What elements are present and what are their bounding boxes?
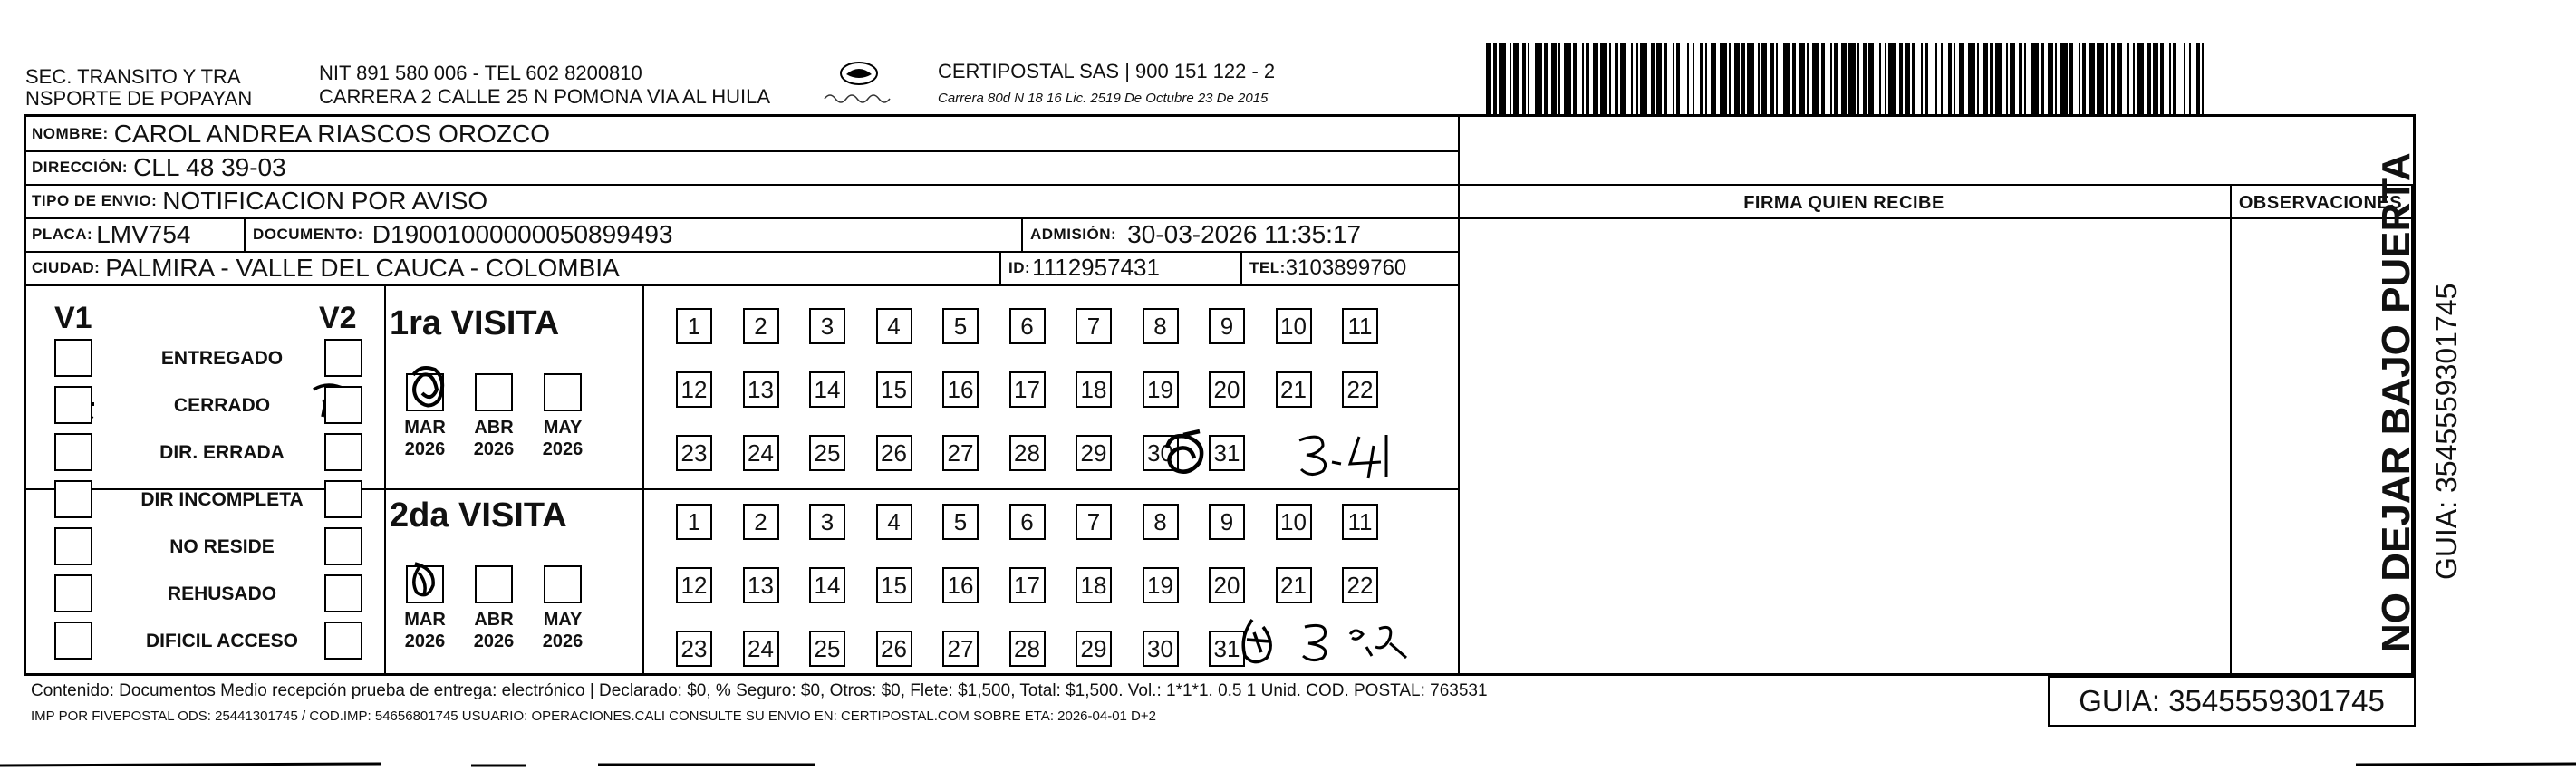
tel-value: 3103899760: [1285, 255, 1407, 280]
ciudad-cell: [26, 251, 1010, 284]
v1-checkbox[interactable]: [54, 433, 92, 471]
day-box[interactable]: 13: [743, 567, 779, 603]
v1-label: V1: [54, 301, 92, 335]
admision-cell: [1025, 217, 1465, 251]
side-guia: GUIA: 3545559301745: [2430, 283, 2463, 580]
day-box[interactable]: 6: [1009, 308, 1046, 344]
day-box[interactable]: 21: [1276, 567, 1312, 603]
documento-value: D19001000000050899493: [371, 219, 673, 248]
firma-area[interactable]: [1460, 219, 2228, 672]
day-box[interactable]: 3: [809, 504, 845, 540]
courier-logo-icon: [839, 60, 879, 87]
day-box[interactable]: 9: [1209, 504, 1245, 540]
placa-value: LMV754: [96, 219, 191, 248]
sender-address: CARRERA 2 CALLE 25 N POMONA VIA AL HUILA: [319, 85, 771, 108]
day-box[interactable]: 28: [1009, 435, 1046, 471]
day-box[interactable]: 29: [1076, 631, 1112, 667]
placa-cell: [26, 217, 258, 251]
v1-checkbox[interactable]: [54, 622, 92, 660]
month-label: MAR 2026: [404, 610, 446, 651]
v2-checkbox[interactable]: [324, 480, 362, 518]
month-checkbox[interactable]: [475, 565, 513, 603]
v2-checkbox[interactable]: [324, 622, 362, 660]
day-box[interactable]: 4: [876, 308, 912, 344]
nombre-label: NOMBRE:: [32, 124, 109, 142]
day-box[interactable]: 3: [809, 308, 845, 344]
reason-label: DIFICIL ACCESO: [145, 631, 298, 651]
day-box[interactable]: 25: [809, 435, 845, 471]
day-box[interactable]: 6: [1009, 504, 1046, 540]
placa-label: PLACA:: [32, 225, 93, 243]
day-box[interactable]: 24: [743, 435, 779, 471]
day-box[interactable]: 24: [743, 631, 779, 667]
day-box[interactable]: 15: [876, 371, 912, 408]
day-box[interactable]: 2: [743, 308, 779, 344]
day-box[interactable]: 2: [743, 504, 779, 540]
observaciones-header: OBSERVACIONES: [2238, 193, 2403, 213]
ciudad-label: CIUDAD:: [32, 258, 101, 276]
nombre-row: [26, 117, 1454, 150]
day-box[interactable]: 10: [1276, 504, 1312, 540]
day-box[interactable]: 19: [1143, 567, 1179, 603]
day-box[interactable]: 12: [676, 371, 712, 408]
tipo-envio-row: [26, 184, 1454, 217]
courier-logo-wordmark-icon: [823, 91, 895, 103]
month-label: MAY 2026: [542, 418, 584, 459]
day-box[interactable]: 15: [876, 567, 912, 603]
day-box[interactable]: 31: [1209, 435, 1245, 471]
reason-label: NO RESIDE: [169, 536, 275, 557]
tel-label: TEL:: [1249, 258, 1286, 276]
barcode: [1486, 43, 2206, 114]
month-label: MAY 2026: [542, 610, 584, 651]
day-box[interactable]: 4: [876, 504, 912, 540]
day-box[interactable]: 26: [876, 435, 912, 471]
v1-checkbox[interactable]: [54, 480, 92, 518]
nombre-value: CAROL ANDREA RIASCOS OROZCO: [113, 119, 550, 148]
day-box[interactable]: 22: [1342, 371, 1378, 408]
second-visit-title: 2da VISITA: [390, 496, 567, 535]
courier-address: Carrera 80d N 18 16 Lic. 2519 De Octubre 23 De 2015: [938, 91, 1269, 106]
admision-label: ADMISIÓN:: [1030, 225, 1117, 243]
admision-value: 30-03-2026 11:35:17: [1127, 219, 1362, 248]
day-box[interactable]: 21: [1276, 371, 1312, 408]
day-box[interactable]: 10: [1276, 308, 1312, 344]
day-box[interactable]: 5: [942, 308, 979, 344]
v1-checkbox[interactable]: [54, 386, 92, 424]
day-box[interactable]: 12: [676, 567, 712, 603]
documento-cell: [247, 217, 1032, 251]
month-checkbox[interactable]: [406, 373, 444, 411]
tipo-envio-label: TIPO DE ENVIO:: [32, 191, 158, 209]
month-label: ABR 2026: [473, 610, 515, 651]
day-box[interactable]: 11: [1342, 308, 1378, 344]
day-box[interactable]: 27: [942, 435, 979, 471]
direccion-label: DIRECCIÓN:: [32, 158, 129, 176]
documento-label: DOCUMENTO:: [253, 225, 363, 243]
day-box[interactable]: 27: [942, 631, 979, 667]
v2-checkbox[interactable]: [324, 527, 362, 565]
day-box[interactable]: 16: [942, 371, 979, 408]
v1-checkbox[interactable]: [54, 339, 92, 377]
month-checkbox[interactable]: [406, 565, 444, 603]
day-box[interactable]: 23: [676, 631, 712, 667]
tel-cell: [1244, 251, 1463, 284]
day-box[interactable]: 1: [676, 308, 712, 344]
day-box[interactable]: 14: [809, 371, 845, 408]
day-box[interactable]: 8: [1143, 308, 1179, 344]
firma-header: FIRMA QUIEN RECIBE: [1743, 193, 1944, 213]
direccion-row: [26, 150, 1454, 184]
day-box[interactable]: 19: [1143, 371, 1179, 408]
id-label: ID:: [1008, 258, 1031, 276]
day-box[interactable]: 7: [1076, 308, 1112, 344]
day-box[interactable]: 9: [1209, 308, 1245, 344]
day-box[interactable]: 28: [1009, 631, 1046, 667]
tipo-envio-value: NOTIFICACION POR AVISO: [162, 186, 488, 215]
reason-label: CERRADO: [173, 395, 271, 416]
footer-content-line: Contenido: Documentos Medio recepción prueba de entrega: electrónico | Declarado: $0, % Seguro: $0, Otros: $0, Flete: $1,500, Total: $1,500. Vol.: 1*1*1. 0.5 1 Unid. COD. POSTAL: 763531: [31, 681, 1488, 700]
month-label: MAR 2026: [404, 418, 446, 459]
day-box[interactable]: 30: [1143, 631, 1179, 667]
v2-checkbox[interactable]: [324, 386, 362, 424]
month-checkbox[interactable]: [544, 565, 582, 603]
v1-checkbox[interactable]: [54, 527, 92, 565]
first-visit-title: 1ra VISITA: [390, 304, 560, 342]
v2-label: V2: [319, 301, 357, 335]
day-box[interactable]: 26: [876, 631, 912, 667]
month-checkbox[interactable]: [475, 373, 513, 411]
day-box[interactable]: 7: [1076, 504, 1112, 540]
footer-guia: GUIA: 3545559301745: [2048, 676, 2416, 727]
reason-label: DIR INCOMPLETA: [140, 489, 304, 510]
day-box[interactable]: 20: [1209, 371, 1245, 408]
day-box[interactable]: 11: [1342, 504, 1378, 540]
day-box[interactable]: 14: [809, 567, 845, 603]
v2-checkbox[interactable]: [324, 574, 362, 612]
direccion-value: CLL 48 39-03: [133, 152, 286, 181]
id-cell: [1003, 251, 1244, 284]
day-box[interactable]: 8: [1143, 504, 1179, 540]
day-box[interactable]: 23: [676, 435, 712, 471]
sender-org-line2: NSPORTE DE POPAYAN: [25, 87, 253, 110]
footer-imp-line: IMP POR FIVEPOSTAL ODS: 25441301745 / COD.IMP: 54656801745 USUARIO: OPERACIONES.CALI CONSULTE SU ENVIO EN: CERTIPOSTAL.COM SOBRE ETA: 2026-04-01 D+2: [31, 708, 1156, 724]
id-value: 1112957431: [1032, 254, 1160, 281]
sender-org-line1: SEC. TRANSITO Y TRA: [25, 65, 241, 88]
reason-label: ENTREGADO: [160, 348, 284, 369]
v2-checkbox[interactable]: [324, 339, 362, 377]
scan-edge: [0, 757, 2576, 771]
sender-nit: NIT 891 580 006 - TEL 602 8200810: [319, 62, 642, 84]
side-warning: NO DEJAR BAJO PUERTA: [2374, 152, 2418, 652]
day-box[interactable]: 16: [942, 567, 979, 603]
day-box[interactable]: 17: [1009, 371, 1046, 408]
day-box[interactable]: 17: [1009, 567, 1046, 603]
reason-label: REHUSADO: [167, 583, 277, 604]
month-checkbox[interactable]: [544, 373, 582, 411]
day-box[interactable]: 25: [809, 631, 845, 667]
day-box[interactable]: 20: [1209, 567, 1245, 603]
day-box[interactable]: 30: [1143, 435, 1179, 471]
day-box[interactable]: 13: [743, 371, 779, 408]
day-box[interactable]: 31: [1209, 631, 1245, 667]
day-box[interactable]: 22: [1342, 567, 1378, 603]
ciudad-value: PALMIRA - VALLE DEL CAUCA - COLOMBIA: [105, 253, 620, 282]
day-box[interactable]: 18: [1076, 567, 1112, 603]
day-box[interactable]: 1: [676, 504, 712, 540]
v2-checkbox[interactable]: [324, 433, 362, 471]
v1-checkbox[interactable]: [54, 574, 92, 612]
day-box[interactable]: 29: [1076, 435, 1112, 471]
courier-name: CERTIPOSTAL SAS | 900 151 122 - 2: [938, 60, 1276, 82]
reason-label: DIR. ERRADA: [159, 442, 285, 463]
month-label: ABR 2026: [473, 418, 515, 459]
day-box[interactable]: 5: [942, 504, 979, 540]
day-box[interactable]: 18: [1076, 371, 1112, 408]
